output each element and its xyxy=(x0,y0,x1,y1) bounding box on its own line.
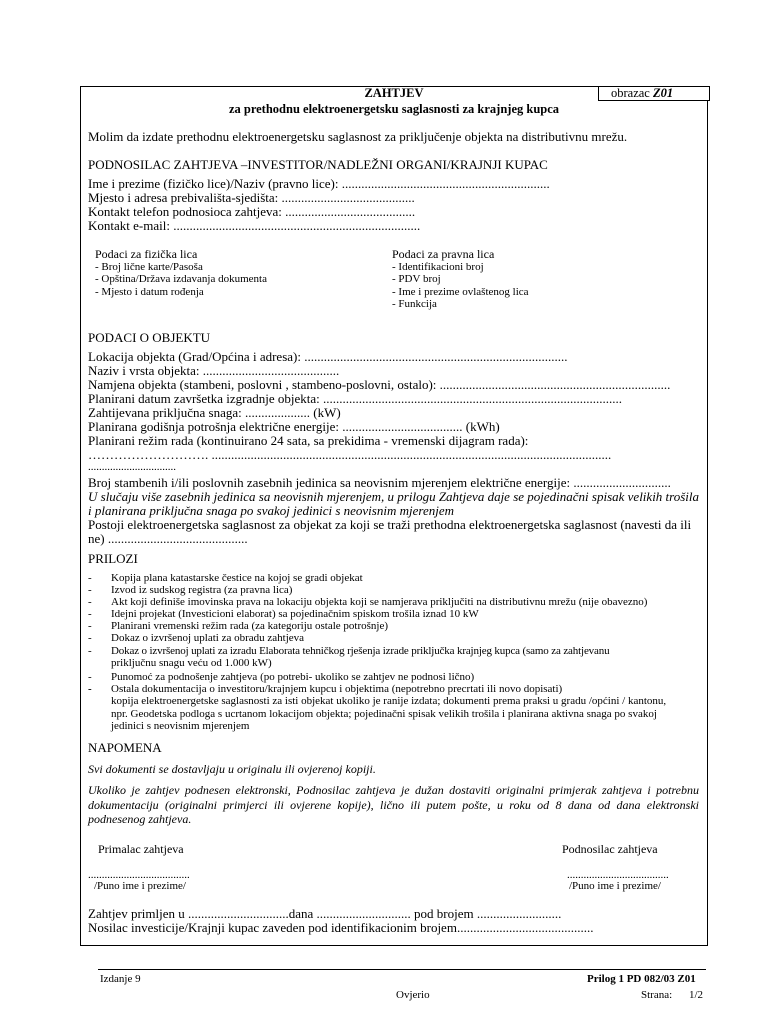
attachment-item: Punomoć za podnošenje zahtjeva (po potrebi- ukoliko se zahtjev ne podnosi lično) xyxy=(111,671,475,683)
form-code-label: obrazac xyxy=(611,86,650,100)
attachment-item: Planirani vremenski režim rada (za kategoriju ostale potrošnje) xyxy=(111,620,389,632)
list-bullet: - xyxy=(88,645,92,657)
registration-id[interactable]: Nosilac investicije/Krajnji kupac zaveden pod identifikacionim brojem.......................................... xyxy=(88,920,594,935)
attachment-item: Ostala dokumentacija o investitoru/krajnjem kupcu i objektima (nepotrebno precrtati ili novo dopisati) xyxy=(111,683,563,695)
list-bullet: - xyxy=(88,683,92,695)
footer-edition: Izdanje 9 xyxy=(100,973,141,985)
attachment-item: Dokaz o izvršenoj uplati za izradu Elaborata tehničkog rješenja izrade priključka krajnjeg kupca (samo za zahtjevanu xyxy=(111,645,610,657)
list-bullet: - xyxy=(88,632,92,644)
natural-person-title: Podaci za fizička lica xyxy=(95,247,198,261)
list-bullet: - xyxy=(88,608,92,620)
applicant-field-name[interactable]: Ime i prezime (fizičko lice)/Naziv (pravno lice): ................................................................ xyxy=(88,176,550,191)
form-title: ZAHTJEV xyxy=(364,86,424,100)
object-field-operating-mode-line[interactable]: ………………………. ........................................................................................................................... xyxy=(88,447,612,462)
list-bullet: - xyxy=(88,572,92,584)
object-heading: PODACI O OBJEKTU xyxy=(88,330,211,345)
object-field-operating-mode: Planirani režim rada (kontinuirano 24 sata, sa prekidima - vremenski dijagram rada): xyxy=(88,433,529,448)
applicant-field-phone[interactable]: Kontakt telefon podnosioca zahtjeva: ........................................ xyxy=(88,204,416,219)
attachment-item-cont: npr. Geodetska podloga s ucrtanom lokacijom objekta; pojedinačni spisak velikih trošila i planirana aktivna snaga po svakoj xyxy=(111,708,657,720)
applicant-heading: PODNOSILAC ZAHTJEVA –INVESTITOR/NADLEŽNI ORGANI/KRAJNJI KUPAC xyxy=(88,157,548,172)
applicant-signature-line[interactable]: ..................................... xyxy=(567,869,669,881)
attachment-item-cont: kopija elektroenergetske saglasnosti za isti objekat ukoliko je ranije izdata; dokumenti prema praksi u gradu /općini / kantonu, xyxy=(111,695,667,707)
applicant-field-email[interactable]: Kontakt e-mail: ............................................................................ xyxy=(88,218,421,233)
receiver-name-hint: /Puno ime i prezime/ xyxy=(94,880,186,892)
attachment-item: Izvod iz sudskog registra (za pravna lica) xyxy=(111,584,293,596)
object-field-location[interactable]: Lokacija objekta (Grad/Općina i adresa): ................................................................................. xyxy=(88,349,568,364)
receiver-signature-line[interactable]: ..................................... xyxy=(88,869,190,881)
natural-person-item: - Opština/Država izdavanja dokumenta xyxy=(95,273,267,285)
object-field-completion-date[interactable]: Planirani datum završetka izgradnje objekta: ............................................................................................ xyxy=(88,391,622,406)
list-bullet: - xyxy=(88,671,92,683)
legal-person-item: - Identifikacioni broj xyxy=(392,261,484,273)
applicant-label: Podnosilac zahtjeva xyxy=(562,842,658,856)
object-field-purpose[interactable]: Namjena objekta (stambeni, poslovni , stambeno-poslovni, ostalo): ....................................................................... xyxy=(88,377,671,392)
natural-person-item: - Broj lične karte/Pasoša xyxy=(95,261,203,273)
attachment-item-cont: priključnu snagu veću od 1.000 kW) xyxy=(111,657,272,669)
note-paragraph: Ukoliko je zahtjev podnesen elektronski, Podnosilac zahtjeva je dužan dostaviti originalni primjerak zahtjeva i potrebnu dokumentaciju (originalni primjerci ili ovjerene kopije), lično ili putem pošte, u roku od 8 dana od dana elektronski podnesenog zahtjeva. xyxy=(88,783,699,826)
legal-person-title: Podaci za pravna lica xyxy=(392,247,495,261)
list-bullet: - xyxy=(88,584,92,596)
note-line: Svi dokumenti se dostavljaju u originalu ili ovjerenoj kopiji. xyxy=(88,762,376,776)
attachment-item: Akt koji definiše imovinska prava na lokaciju objekta koji se namjerava priključiti na distributivnu mrežu (nije obavezno) xyxy=(111,596,648,608)
attachment-item: Idejni projekat (Investicioni elaborat) sa pojedinačnim spiskom trošila iznad 10 kW xyxy=(111,608,479,620)
object-field-type[interactable]: Naziv i vrsta objekta: .......................................... xyxy=(88,363,340,378)
registration-received[interactable]: Zahtjev primljen u ...............................dana ............................. pod brojem .......................... xyxy=(88,906,562,921)
legal-person-item: - Ime i prezime ovlaštenog lica xyxy=(392,286,529,298)
form-code-box xyxy=(598,86,710,101)
list-bullet: - xyxy=(88,596,92,608)
object-field-existing-consent-answer[interactable]: ne) ........................................... xyxy=(88,531,248,546)
object-field-operating-mode-cont[interactable]: ................................ xyxy=(88,461,176,473)
footer-page-value: 1/2 xyxy=(689,989,704,1001)
footer-page-label: Strana: xyxy=(641,989,673,1001)
object-field-existing-consent: Postoji elektroenergetska saglasnost za objekat za koji se traži prethodna elektroenergetska saglasnost (navesti da ili xyxy=(88,517,692,532)
legal-person-item: - Funkcija xyxy=(392,298,437,310)
attachment-item-cont: jedinici s neovisnim mjerenjem xyxy=(111,720,250,732)
object-note-line: i planirana priključna snaga po svakoj jedinici s neovisnim mjerenjem xyxy=(88,503,454,518)
attachment-item: Kopija plana katastarske čestice na kojoj se gradi objekat xyxy=(111,572,363,584)
footer-divider xyxy=(98,969,706,970)
form-code: Z01 xyxy=(652,86,674,100)
attachments-heading: PRILOZI xyxy=(88,551,138,566)
footer-verified: Ovjerio xyxy=(396,989,430,1001)
natural-person-item: - Mjesto i datum rođenja xyxy=(95,286,204,298)
object-field-power[interactable]: Zahtijevana priključna snaga: .................... (kW) xyxy=(88,405,341,420)
applicant-field-address[interactable]: Mjesto i adresa prebivališta-sjedišta: ......................................... xyxy=(88,190,415,205)
object-note-line: U slučaju više zasebnih jedinica sa neovisnih mjerenjem, u prilogu Zahtjeva daje se pojedinačni spisak velikih trošila xyxy=(88,489,700,504)
legal-person-item: - PDV broj xyxy=(392,273,441,285)
object-field-units[interactable]: Broj stambenih i/ili poslovnih zasebnih jedinica sa neovisnim mjerenjem električne energije: .............................. xyxy=(88,475,671,490)
receiver-label: Primalac zahtjeva xyxy=(98,842,184,856)
object-field-consumption[interactable]: Planirana godišnja potrošnja električne energije: ..................................... (kWh) xyxy=(88,419,500,434)
intro-text: Molim da izdate prethodnu elektroenergetsku saglasnost za priključenje objekta na distributivnu mrežu. xyxy=(88,129,628,144)
form-subtitle: za prethodnu elektroenergetsku saglasnosti za krajnjeg kupca xyxy=(228,102,560,116)
applicant-name-hint: /Puno ime i prezime/ xyxy=(569,880,661,892)
note-heading: NAPOMENA xyxy=(88,740,162,755)
attachment-item: Dokaz o izvršenoj uplati za obradu zahtjeva xyxy=(111,632,305,644)
list-bullet: - xyxy=(88,620,92,632)
footer-attachment-code: Prilog 1 PD 082/03 Z01 xyxy=(587,973,696,985)
